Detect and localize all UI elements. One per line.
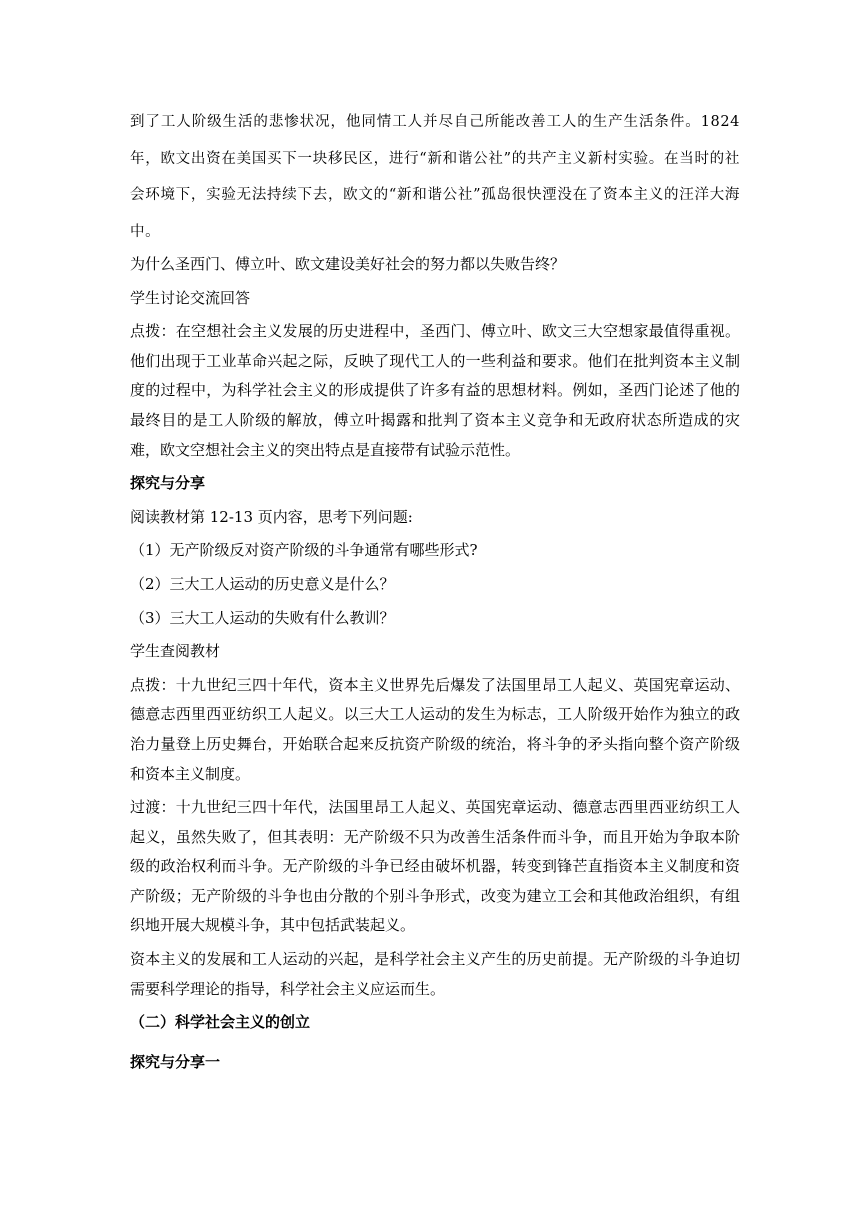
question-item-2: （2）三大工人运动的历史意义是什么？ [130,574,395,593]
section-heading-scientific-socialism: （二）科学社会主义的创立 [130,1013,311,1032]
transition-paragraph: 过渡：十九世纪三四十年代，法国里昂工人起义、英国宪章运动、德意志西里西亚纺织工人起义，虽然失败了，但其表明：无产阶级不只为改善生活条件而斗争，而且开始为争取本阶级的政治权利而斗争。无产阶级的斗争已经由破坏机器，转变到锋芒直指资本主义制度和资产阶级；无产阶级的斗争也由分散的个别斗争形式，改变为建立工会和其他政治组织，有组织地开展大规模斗争，其中包括武装起义。 [130,798,740,935]
question-item-1: （1）无产阶级反对资产阶级的斗争通常有哪些形式? [130,541,478,560]
paragraph-owen-experiment: 到了工人阶级生活的悲惨状况，他同情工人并尽自己所能改善工人的生产生活条件。1824年，欧文出资在美国买下一块移民区，进行“新和谐公社”的共产主义新村实验。在当时的社会环境下，实验无法持续下去，欧文的“新和谐公社”孤岛很快湮没在了资本主义的汪洋大海中。 [130,114,740,240]
student-reading-note: 学生查阅教材 [130,642,221,661]
question-utopian-failure: 为什么圣西门、傅立叶、欧文建设美好社会的努力都以失败告终？ [130,255,566,273]
guidance-workers-movements: 点拨：十九世纪三四十年代，资本主义世界先后爆发了法国里昂工人起义、英国宪章运动、德意志西里西亚纺织工人起义。以三大工人运动的发生为标志，工人阶级开始作为独立的政治力量登上历史舞台，开始联合起来反抗资产阶级的统治，将斗争的矛头指向整个资产阶级和资本主义制度。 [130,675,740,783]
section-heading-explore-share-one: 探究与分享一 [130,1052,221,1071]
guidance-utopian-socialism: 点拨：在空想社会主义发展的历史进程中，圣西门、傅立叶、欧文三大空想家最值得重视。他们出现于工业革命兴起之际，反映了现代工人的一些利益和要求。他们在批判资本主义制度的过程中，为科学社会主义的形成提供了许多有益的思想材料。例如，圣西门论述了他的最终目的是工人阶级的解放，傅立叶揭露和批判了资本主义竞争和无政府状态所造成的灾难，欧文空想社会主义的突出特点是直接带有试验示范性。 [130,322,740,459]
section-heading-explore-share: 探究与分享 [130,474,206,493]
historical-premise-paragraph: 资本主义的发展和工人运动的兴起，是科学社会主义产生的历史前提。无产阶级的斗争迫切需要科学理论的指导，科学社会主义应运而生。 [130,950,740,998]
document-body [130,104,740,1077]
question-item-3: （3）三大工人运动的失败有什么教训？ [130,608,395,627]
student-discussion-note: 学生讨论交流回答 [130,288,251,307]
reading-instruction: 阅读教材第 12-13 页内容，思考下列问题: [130,507,413,526]
